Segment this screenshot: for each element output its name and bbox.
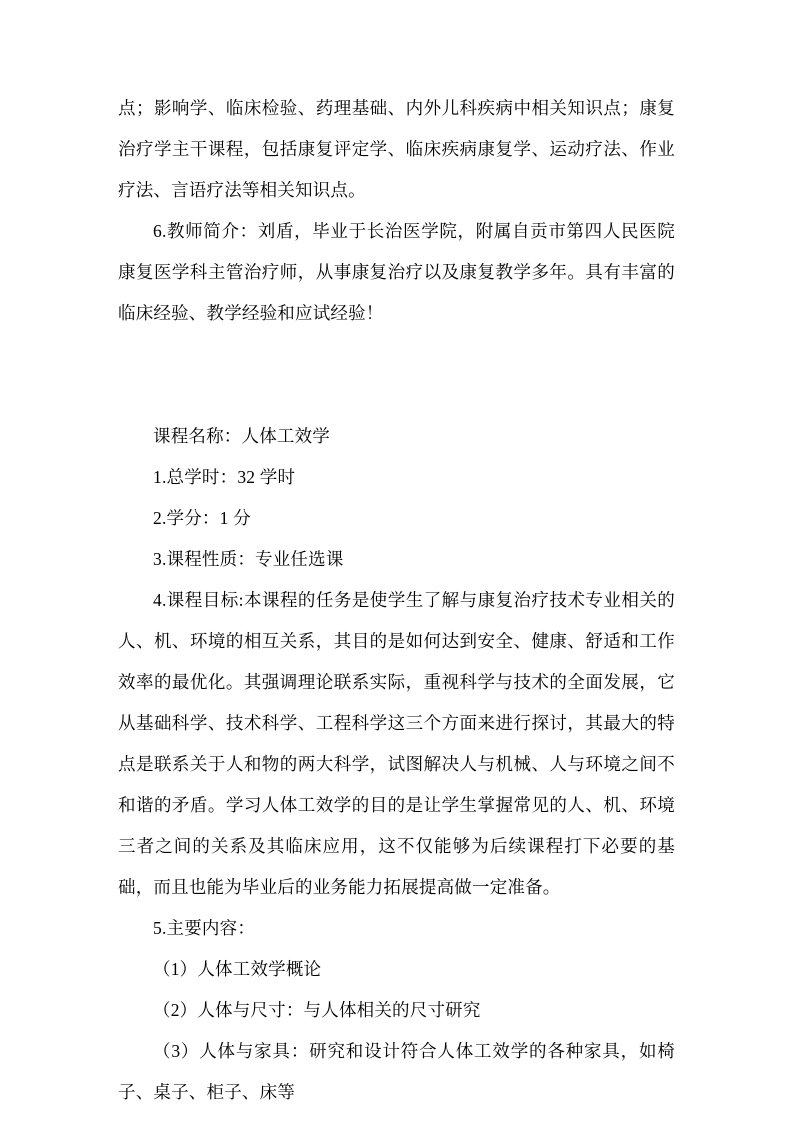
paragraph-teacher-intro: 6.教师简介：刘盾，毕业于长治医学院，附属自贡市第四人民医院康复医学科主管治疗师，从事康复治疗以及康复教学多年。具有丰富的临床经验、教学经验和应试经验！ (118, 221, 675, 323)
section-spacer (118, 334, 675, 375)
paragraph-course-goal: 4.课程目标:本课程的任务是使学生了解与康复治疗技术专业相关的人、机、环境的相互关系，其目的是如何达到安全、健康、舒适和工作效率的最优化。其强调理论联系实际，重视科学与技术的全面发展，它从基础科学、技术科学、工程科学这三个方面来进行探讨，其最大的特点是联系关于人和物的两大科学，试图解决人与机械、人与环境之间不和谐的矛盾。学习人体工效学的目的是让学生掌握常见的人、机、环境三者之间的关系及其临床应用，这不仅能够为后续课程打下必要的基础，而且也能为毕业后的业务能力拓展提高做一定准备。 (118, 590, 675, 897)
paragraph-continued-knowledge: 点；影响学、临床检验、药理基础、内外儿科疾病中相关知识点；康复治疗学主干课程，包括康复评定学、临床疾病康复学、运动疗法、作业疗法、言语疗法等相关知识点。 (118, 98, 675, 200)
paragraph-item-1: （1）人体工效学概论 (153, 959, 322, 979)
paragraph-item-2: （2）人体与尺寸：与人体相关的尺寸研究 (153, 1000, 481, 1020)
paragraph-item-3: （3）人体与家具：研究和设计符合人体工效学的各种家具，如椅子、桌子、柜子、床等 (118, 1041, 675, 1102)
section-spacer-2 (118, 375, 675, 416)
paragraph-credits: 2.学分：1 分 (153, 508, 251, 528)
paragraph-total-hours: 1.总学时：32 学时 (153, 467, 296, 487)
paragraph-main-content-title: 5.主要内容： (153, 918, 256, 938)
paragraph-course-nature: 3.课程性质：专业任选课 (153, 549, 344, 569)
paragraph-course-name: 课程名称：人体工效学 (153, 426, 330, 446)
document-body (118, 88, 675, 1113)
